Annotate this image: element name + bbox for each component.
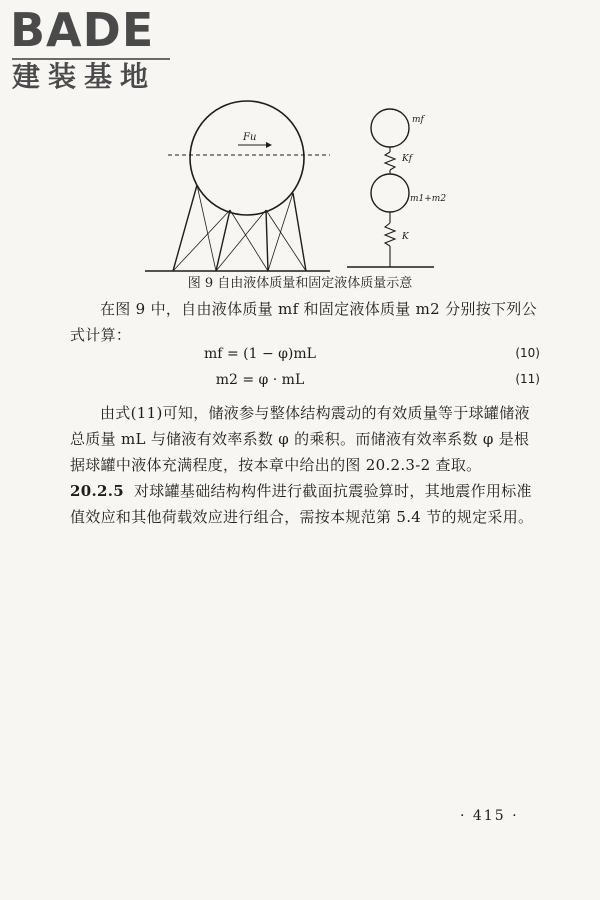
tank-column — [266, 210, 268, 271]
spring-label: K — [402, 232, 409, 242]
section-number: 20.2.5 — [70, 482, 124, 500]
mass-sum-label: m1+m2 — [410, 194, 447, 204]
equation-11-number: (11) — [515, 372, 540, 386]
spherical-tank-drawing — [145, 101, 330, 271]
force-label: Fu — [243, 132, 257, 143]
equation-10-number: (10) — [515, 346, 540, 360]
tank-brace — [266, 210, 306, 271]
force-arrow-head — [266, 142, 272, 148]
spring-free — [385, 152, 395, 170]
spring-free-label: Kf — [402, 154, 413, 164]
bade-logo — [10, 3, 180, 93]
paragraph-section-20-2-5 — [70, 478, 540, 530]
tank-sphere — [190, 101, 304, 215]
logo-wordmark: BADE — [10, 3, 155, 57]
equation-10-text: mf = (1 − φ)mL — [204, 346, 316, 362]
equation-10 — [70, 346, 540, 368]
tank-brace — [230, 210, 268, 271]
mass-spring-model — [347, 109, 434, 267]
section-body: 对球罐基础结构构件进行截面抗震验算时，其地震作用标准值效应和其他荷载效应进行组合，需按本规范第 5.4 节的规定采用。 — [70, 482, 534, 526]
spring-main — [385, 223, 395, 246]
figure-caption: 图 9 自由液体质量和固定液体质量示意 — [187, 276, 413, 291]
figure-9-diagram — [140, 95, 447, 290]
tank-column — [293, 193, 306, 271]
logo-chinese-text: 建装基地 — [12, 60, 157, 93]
equation-11 — [70, 372, 540, 394]
free-mass-label: mf — [412, 115, 424, 125]
fixed-mass-circle — [371, 174, 409, 212]
paragraph-intro: 在图 9 中，自由液体质量 mf 和固定液体质量 m2 分别按下列公式计算： — [70, 300, 537, 344]
free-mass-circle — [371, 109, 409, 147]
paragraph-explanation: 由式(11)可知，储液参与整体结构震动的有效质量等于球罐储液总质量 mL 与储液有效率系数 φ 的乘积。而储液有效率系数 φ 是根据球罐中液体充满程度，按本章中给出的图 20.2.3-2 查取。 — [70, 404, 530, 474]
page-number: · 415 · — [460, 808, 519, 824]
equation-11-text: m2 = φ · mL — [215, 372, 305, 388]
